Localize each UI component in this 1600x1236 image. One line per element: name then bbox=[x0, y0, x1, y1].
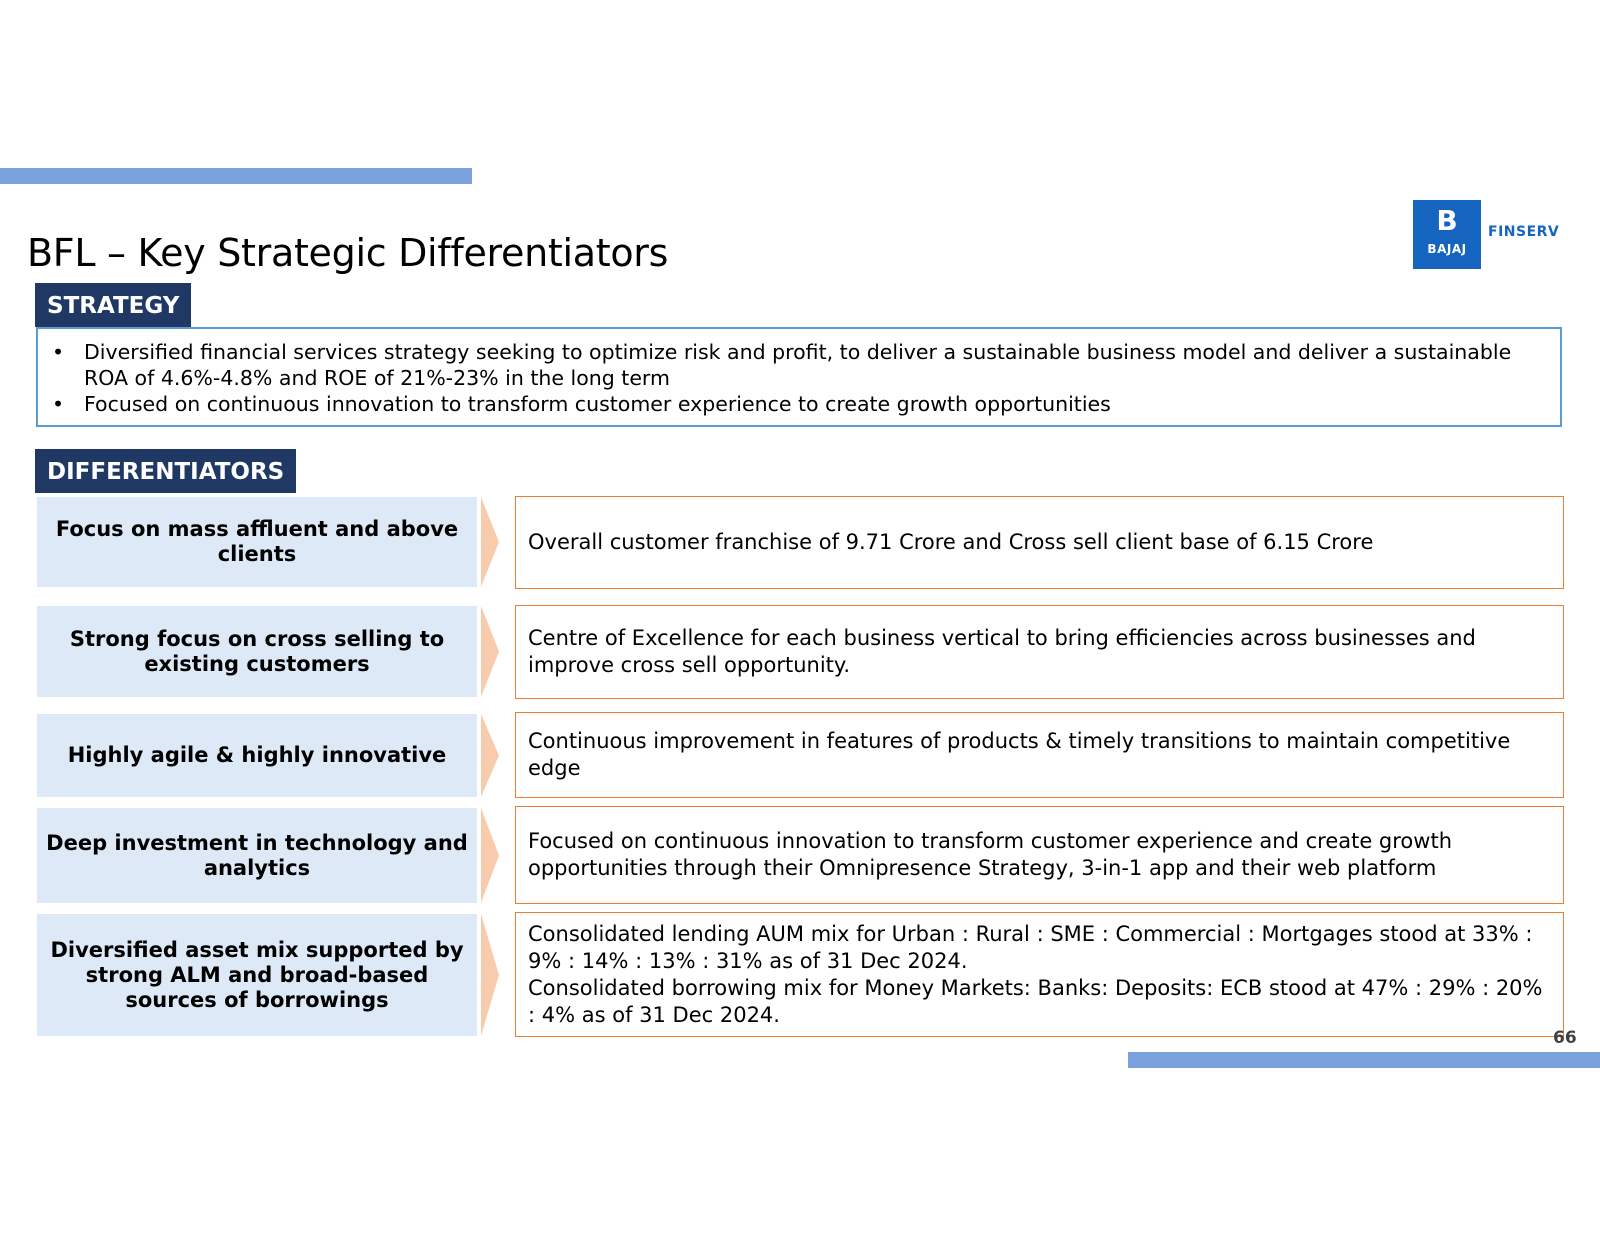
differentiator-heading: Diversified asset mix supported by strong ALM and broad-based sources of borrowings bbox=[37, 914, 477, 1036]
lending-mix-text: Consolidated lending AUM mix for Urban : Rural : SME : Commercial : Mortgages stood at 33% : 9% : 14% : 13% : 31% as of 31 Dec 2024. bbox=[528, 921, 1533, 973]
differentiator-detail bbox=[515, 496, 1564, 589]
bottom-accent-bar bbox=[1128, 1052, 1600, 1068]
logo-bajaj-text: BAJAJ bbox=[1427, 242, 1467, 256]
borrowing-mix-text: Consolidated borrowing mix for Money Markets: Banks: Deposits: ECB stood at 47% : 29% : 20% : 4% as of 31 Dec 2024. bbox=[528, 975, 1543, 1027]
differentiator-detail bbox=[515, 712, 1564, 798]
differentiator-detail bbox=[515, 806, 1564, 904]
differentiator-detail-text: Continuous improvement in features of products & timely transitions to maintain competitive edge bbox=[528, 729, 1511, 780]
logo-finserv-text: FINSERV bbox=[1488, 224, 1560, 240]
logo-b-icon: B bbox=[1436, 204, 1458, 237]
chevron-right-icon bbox=[481, 808, 499, 903]
bajaj-finserv-logo bbox=[1413, 200, 1578, 270]
differentiator-detail bbox=[515, 912, 1564, 1037]
differentiator-detail-text: Centre of Excellence for each business vertical to bring efficiencies across businesses and improve cross sell opportunity. bbox=[528, 626, 1476, 677]
logo-mark bbox=[1413, 200, 1481, 269]
chevron-right-icon bbox=[481, 497, 499, 587]
chevron-right-icon bbox=[481, 606, 499, 697]
differentiator-heading: Focus on mass affluent and above clients bbox=[37, 497, 477, 587]
strategy-label: STRATEGY bbox=[35, 283, 191, 327]
differentiator-heading: Deep investment in technology and analytics bbox=[37, 808, 477, 903]
top-accent-bar bbox=[0, 168, 472, 184]
differentiators-label: DIFFERENTIATORS bbox=[35, 449, 296, 493]
strategy-box bbox=[36, 327, 1562, 427]
strategy-bullet: • Diversified financial services strategy seeking to optimize risk and profit, to deliver a sustainable business model and deliver a sustainable ROA of 4.6%-4.8% and ROE of 21%-23% in the long term bbox=[48, 339, 1540, 391]
differentiator-heading: Highly agile & highly innovative bbox=[37, 714, 477, 797]
differentiator-heading: Strong focus on cross selling to existing customers bbox=[37, 606, 477, 697]
differentiator-detail bbox=[515, 605, 1564, 699]
differentiator-detail-text: Focused on continuous innovation to transform customer experience and create growth opportunities through their Omnipresence Strategy, 3-in-1 app and their web platform bbox=[528, 829, 1452, 880]
chevron-right-icon bbox=[481, 714, 499, 797]
strategy-bullet-list bbox=[48, 339, 1540, 417]
page-title: BFL – Key Strategic Differentiators bbox=[27, 231, 669, 276]
chevron-right-icon bbox=[481, 914, 499, 1036]
strategy-bullet: • Focused on continuous innovation to transform customer experience to create growth opportunities bbox=[48, 391, 1540, 417]
page-number: 66 bbox=[1553, 1028, 1577, 1048]
differentiator-detail-text bbox=[528, 921, 1551, 1029]
differentiator-detail-text: Overall customer franchise of 9.71 Crore and Cross sell client base of 6.15 Crore bbox=[528, 530, 1374, 554]
